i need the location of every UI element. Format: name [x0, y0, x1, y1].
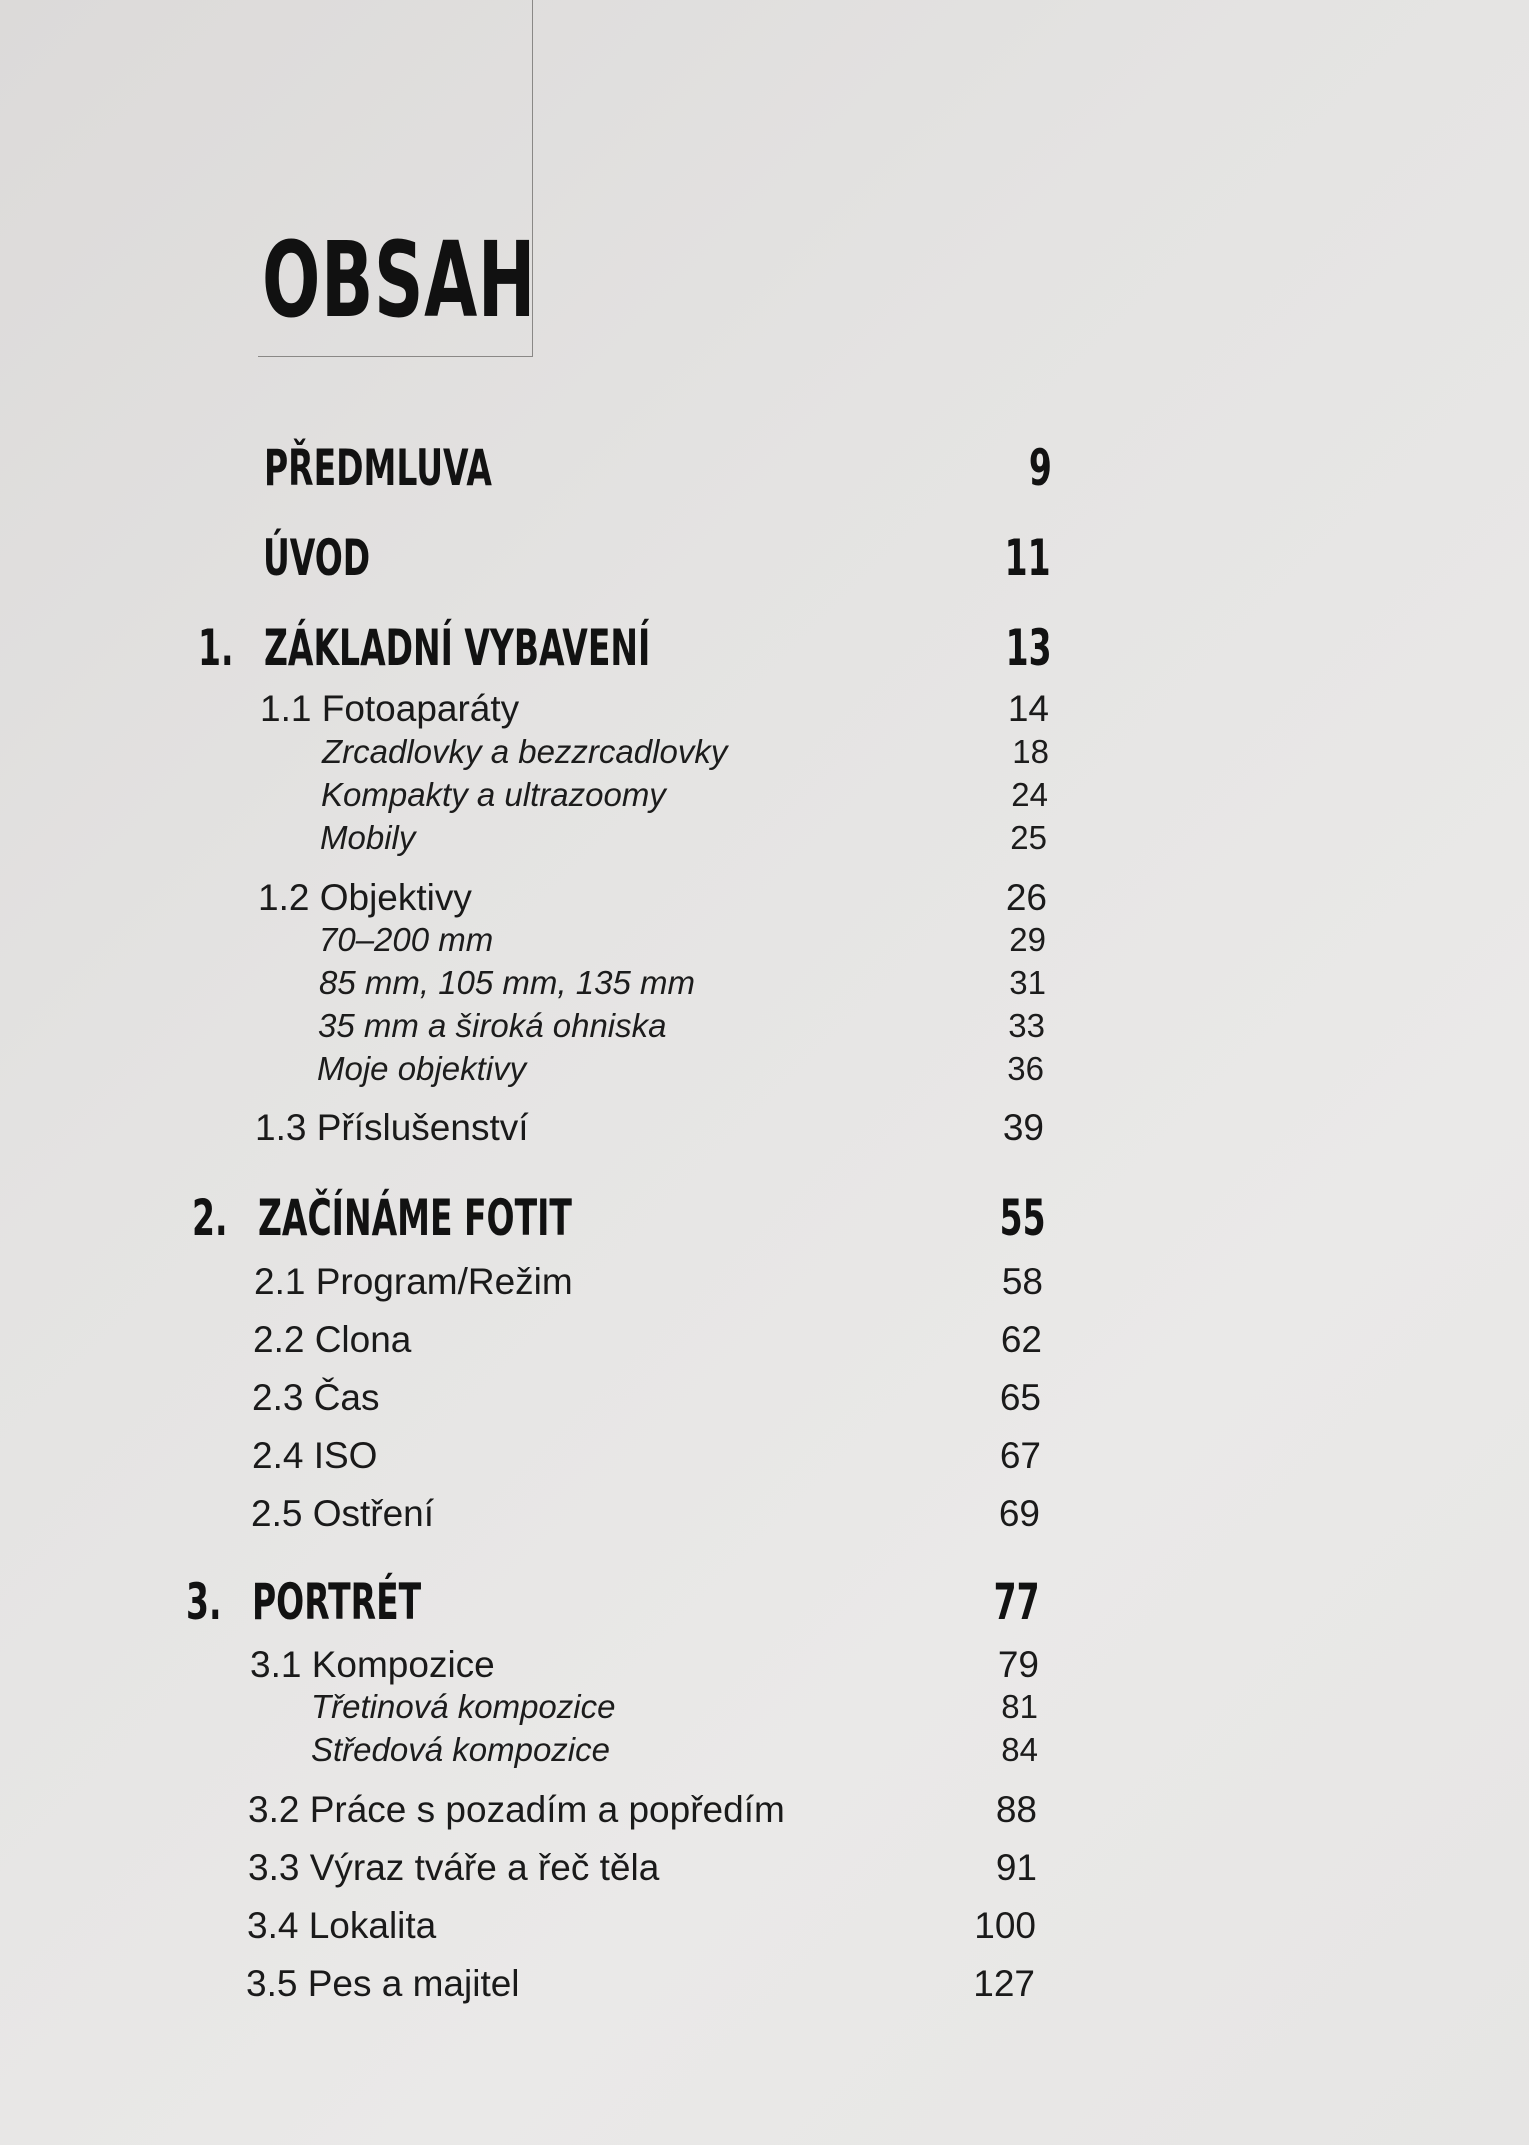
toc-heading: [0, 1188, 1529, 1248]
page-number: 77: [994, 1573, 1040, 1631]
page-number: 67: [999, 1435, 1041, 1476]
toc-item: [0, 816, 1529, 876]
subsection-title: 35 mm a široká ohniska: [318, 1007, 667, 1044]
page-number: 81: [1001, 1688, 1038, 1725]
toc-heading: [0, 438, 1529, 498]
page-number: 88: [995, 1789, 1037, 1830]
page-number: 11: [1005, 529, 1051, 587]
page-number: 26: [1005, 877, 1047, 918]
chapter-title: PORTRÉT: [252, 1573, 422, 1631]
toc-sub: [0, 1959, 1529, 2019]
toc-sub: [0, 1431, 1529, 1491]
subsection-title: Třetinová kompozice: [311, 1688, 616, 1725]
toc-heading: [0, 618, 1529, 678]
toc-sub: [0, 1315, 1529, 1375]
page-number: 91: [995, 1847, 1037, 1888]
section-title: 2.2 Clona: [253, 1319, 412, 1360]
chapter-title: ZAČÍNÁME FOTIT: [258, 1189, 572, 1247]
section-title: 1.3 Příslušenství: [255, 1107, 529, 1148]
section-title: 3.4 Lokalita: [247, 1905, 437, 1946]
page-number: 65: [999, 1377, 1041, 1418]
toc-sub: [0, 1785, 1529, 1845]
section-title: 3.3 Výraz tváře a řeč těla: [248, 1847, 660, 1888]
page-number: 55: [1000, 1189, 1046, 1247]
toc-sub: [0, 1103, 1529, 1163]
chapter-title: PŘEDMLUVA: [264, 439, 492, 497]
subsection-title: Kompakty a ultrazoomy: [321, 776, 666, 813]
chapter-number: 1.: [198, 619, 234, 677]
toc-heading: [0, 1572, 1529, 1632]
toc-heading: [0, 528, 1529, 588]
subsection-title: 70–200 mm: [319, 921, 494, 958]
page-title: OBSAH: [262, 219, 536, 341]
page-number: 18: [1012, 733, 1049, 770]
page-number: 9: [1029, 439, 1052, 497]
page-number: 79: [997, 1644, 1039, 1685]
page-number: 62: [1000, 1319, 1042, 1360]
section-title: 3.2 Práce s pozadím a popředím: [248, 1789, 785, 1830]
page-number: 24: [1011, 776, 1048, 813]
page-number: 39: [1002, 1107, 1044, 1148]
chapter-number: 2.: [192, 1189, 228, 1247]
toc-sub: [0, 1843, 1529, 1903]
toc-sub: [0, 1257, 1529, 1317]
section-title: 3.1 Kompozice: [250, 1644, 495, 1685]
page-number: 84: [1001, 1731, 1038, 1768]
page-number: 29: [1009, 921, 1046, 958]
toc-item: [0, 1728, 1529, 1788]
section-title: 1.2 Objektivy: [258, 877, 472, 918]
chapter-title: ÚVOD: [263, 529, 371, 587]
subsection-title: Zrcadlovky a bezzrcadlovky: [322, 733, 728, 770]
subsection-title: Moje objektivy: [317, 1050, 527, 1087]
page-number: 14: [1007, 688, 1049, 729]
page-number: 69: [998, 1493, 1040, 1534]
toc-sub: [0, 1373, 1529, 1433]
subsection-title: Mobily: [320, 819, 416, 856]
section-title: 2.4 ISO: [252, 1435, 378, 1476]
subsection-title: 85 mm, 105 mm, 135 mm: [319, 964, 695, 1001]
subsection-title: Středová kompozice: [311, 1731, 610, 1768]
toc-sub: [0, 1901, 1529, 1961]
section-title: 2.1 Program/Režim: [254, 1261, 573, 1302]
page-number: 100: [974, 1905, 1036, 1946]
page-number: 58: [1001, 1261, 1043, 1302]
section-title: 3.5 Pes a majitel: [246, 1963, 520, 2004]
chapter-title: ZÁKLADNÍ VYBAVENÍ: [264, 619, 651, 677]
page-number: 13: [1006, 619, 1052, 677]
page-number: 25: [1010, 819, 1047, 856]
page-number: 36: [1007, 1050, 1044, 1087]
chapter-number: 3.: [186, 1573, 222, 1631]
section-title: 2.3 Čas: [252, 1377, 380, 1418]
page-number: 33: [1008, 1007, 1045, 1044]
page-number: 31: [1009, 964, 1046, 1001]
toc-item: [0, 1047, 1529, 1107]
section-title: 2.5 Ostření: [251, 1493, 435, 1534]
page-number: 127: [973, 1963, 1035, 2004]
section-title: 1.1 Fotoaparáty: [260, 688, 520, 729]
toc-sub: [0, 1489, 1529, 1549]
